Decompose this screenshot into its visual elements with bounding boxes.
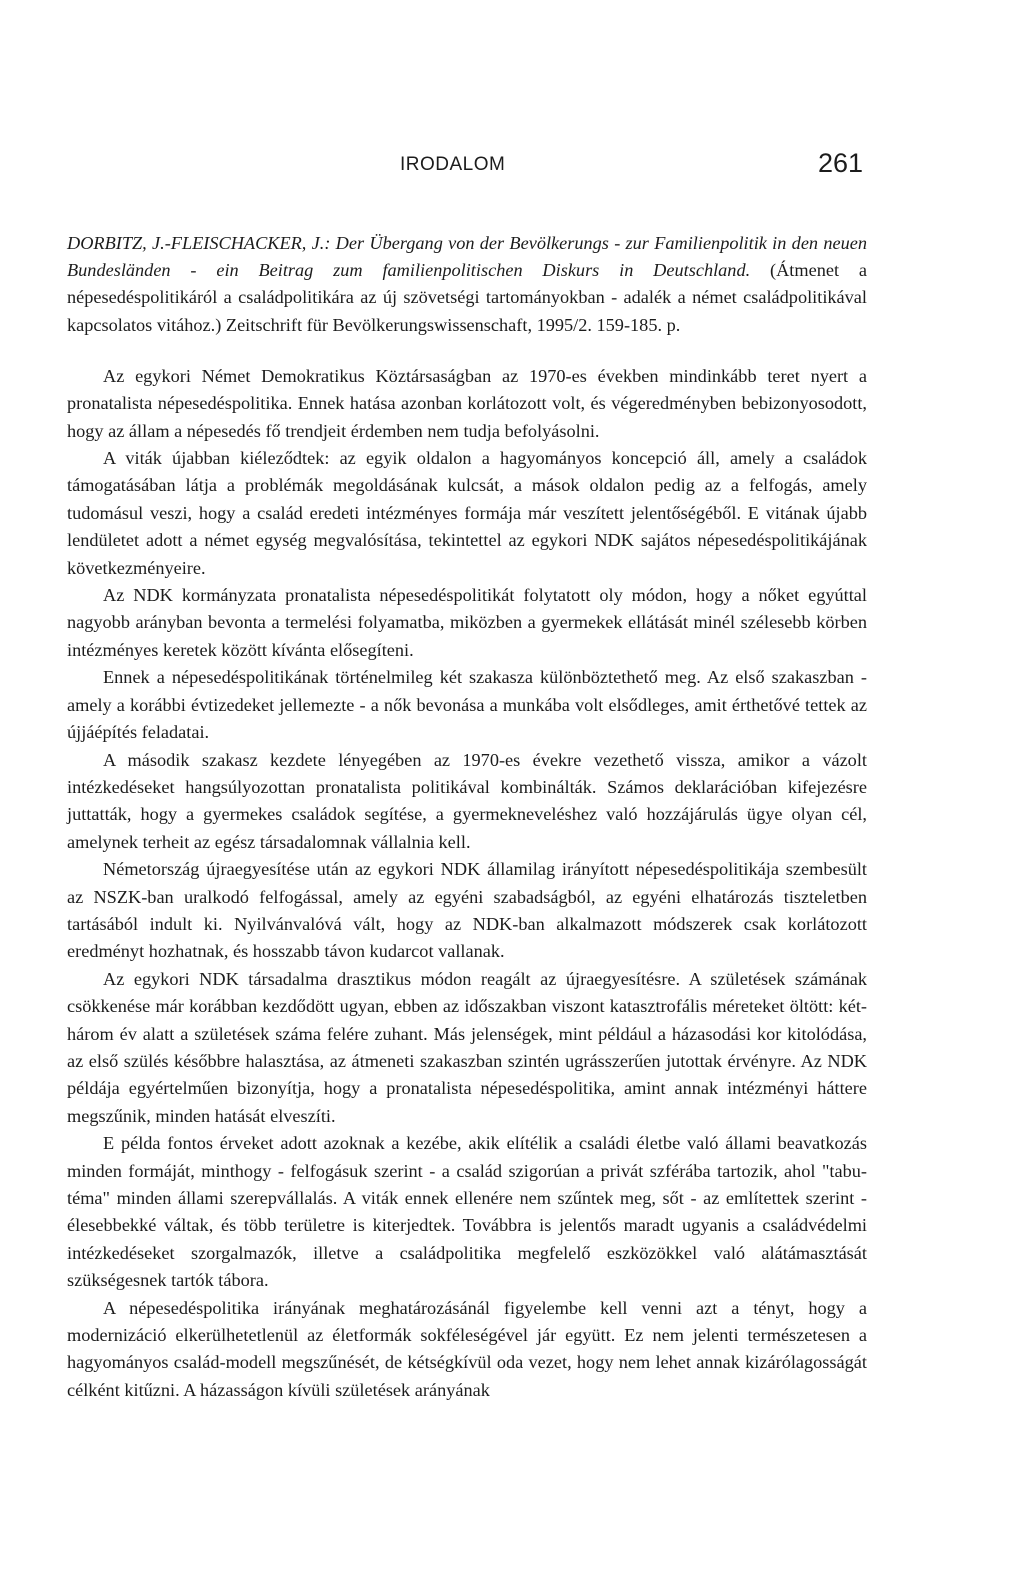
paragraph: Az egykori NDK társadalma drasztikus módon reagált az újraegyesítésre. A születések számának csökkenése már korábban kezdődött ugyan, ebben az időszakban viszont katasztrofális méreteket öltött: két-három év alatt a születések száma felére zuhant. Más jelenségek, mint például a házasodási kor kitolódása, az első szülés későbbre halasztása, az átmeneti szakaszban szintén ugrásszerűen jutottak érvényre. Az NDK példája egyértelműen bizonyítja, hogy a pronatalista népesedéspolitika, amint annak intézményi háttere megszűnik, minden hatását elveszíti.	[67, 968, 867, 1126]
paragraph: A népesedéspolitika irányának meghatározásánál figyelembe kell venni azt a tényt, hogy a modernizáció elkerülhetetlenül az életformák sokféleségével jár együtt. Ez nem jelenti természetesen a hagyományos család-modell megszűnését, de kétségkívül oda vezet, hogy nem lehet annak kizárólagosságát célként kitűzni. A házasságon kívüli születések arányának	[67, 1297, 867, 1400]
running-head	[0, 148, 1024, 188]
article-body	[67, 363, 867, 1404]
citation-translation-source: (Átmenet a népesedéspolitikáról a családpolitikára az új szövetségi tartományokban - adalék a német családpolitikával kapcsolatos vitához.) Zeitschrift für Bevölkerungswissenschaft, 1995/2. 159-185. p.	[67, 260, 867, 335]
page-number: 261	[818, 148, 864, 178]
page-content	[67, 230, 867, 1404]
bibliographic-citation	[67, 230, 867, 339]
paragraph: A második szakasz kezdete lényegében az 1970-es évekre vezethető vissza, amikor a vázolt intézkedéseket hangsúlyozottan pronatalista politikával kombinálták. Számos deklarációban kifejezésre juttatták, hogy a gyermekes családok segítése, a gyermekneveléshez való hozzájárulás ügye olyan cél, amelynek terheit az egész társadalomnak vállalnia kell.	[67, 749, 867, 852]
paragraph: A viták újabban kiéleződtek: az egyik oldalon a hagyományos koncepció áll, amely a családok támogatásában látja a problémák megoldásának kulcsát, a mások oldalon pedig az a felfogás, amely tudomásul veszi, hogy a család eredeti intézményes formája már veszített jelentőségéből. E vitának újabb lendületet adott a német egység megvalósítása, tekintettel az egykori NDK sajátos népesedéspolitikájának következményeire.	[67, 448, 867, 578]
paragraph: Az NDK kormányzata pronatalista népesedéspolitikát folytatott oly módon, hogy a nőket egyúttal nagyobb arányban bevonta a termelési folyamatba, miközben a gyermekek ellátását minél szélesebb körben intézményes keretek között kívánta elősegíteni.	[67, 585, 867, 660]
paragraph: Ennek a népesedéspolitikának történelmileg két szakasza különböztethető meg. Az első szakaszban - amely a korábbi évtizedeket jellemezte - a nők bevonása a munkába volt elsődleges, amit érthetővé tettek az újjáépítés feladatai.	[67, 667, 867, 743]
citation-authors-title: DORBITZ, J.-FLEISCHACKER, J.: Der Übergang von der Bevölkerungs - zur Familienpolitik in den neuen Bundesländen - ein Beitrag zum familienpolitischen Diskurs in Deutschland.	[67, 233, 867, 281]
paragraph: Az egykori Német Demokratikus Köztársaságban az 1970-es években mindinkább teret nyert a pronatalista népesedéspolitika. Ennek hatása azonban korlátozott volt, és végeredményben bebizonyosodott, hogy az állam a népesedés fő trendjeit érdemben nem tudja befolyásolni.	[67, 365, 867, 441]
paragraph: Németország újraegyesítése után az egykori NDK államilag irányított népesedéspolitikája szembesült az NSZK-ban uralkodó felfogással, amely az egyéni szabadságból, az egyéni elhatározás tiszteletben tartásából indult ki. Nyilvánvalóvá vált, hogy az NDK-ban alkalmazott módszerek csak korlátozott eredményt hozhatnak, és hosszabb távon kudarcot vallanak.	[67, 859, 867, 962]
paragraph: E példa fontos érveket adott azoknak a kezébe, akik elítélik a családi életbe való állami beavatkozás minden formáját, minthogy - felfogásuk szerint - a család szigorúan a privát szférába tartozik, ahol "tabu-téma" minden állami szerepvállalás. A viták ennek ellenére nem szűntek meg, sőt - az említettek szerint - élesebbekké váltak, és több területre is kiterjedtek. Továbbra is jelentős maradt ugyanis a családvédelmi intézkedéseket szorgalmazók, illetve a családpolitika megfelelő eszközökkel való alátámasztását szükségesnek tartók tábora.	[67, 1133, 867, 1291]
section-title: IRODALOM	[400, 154, 506, 175]
